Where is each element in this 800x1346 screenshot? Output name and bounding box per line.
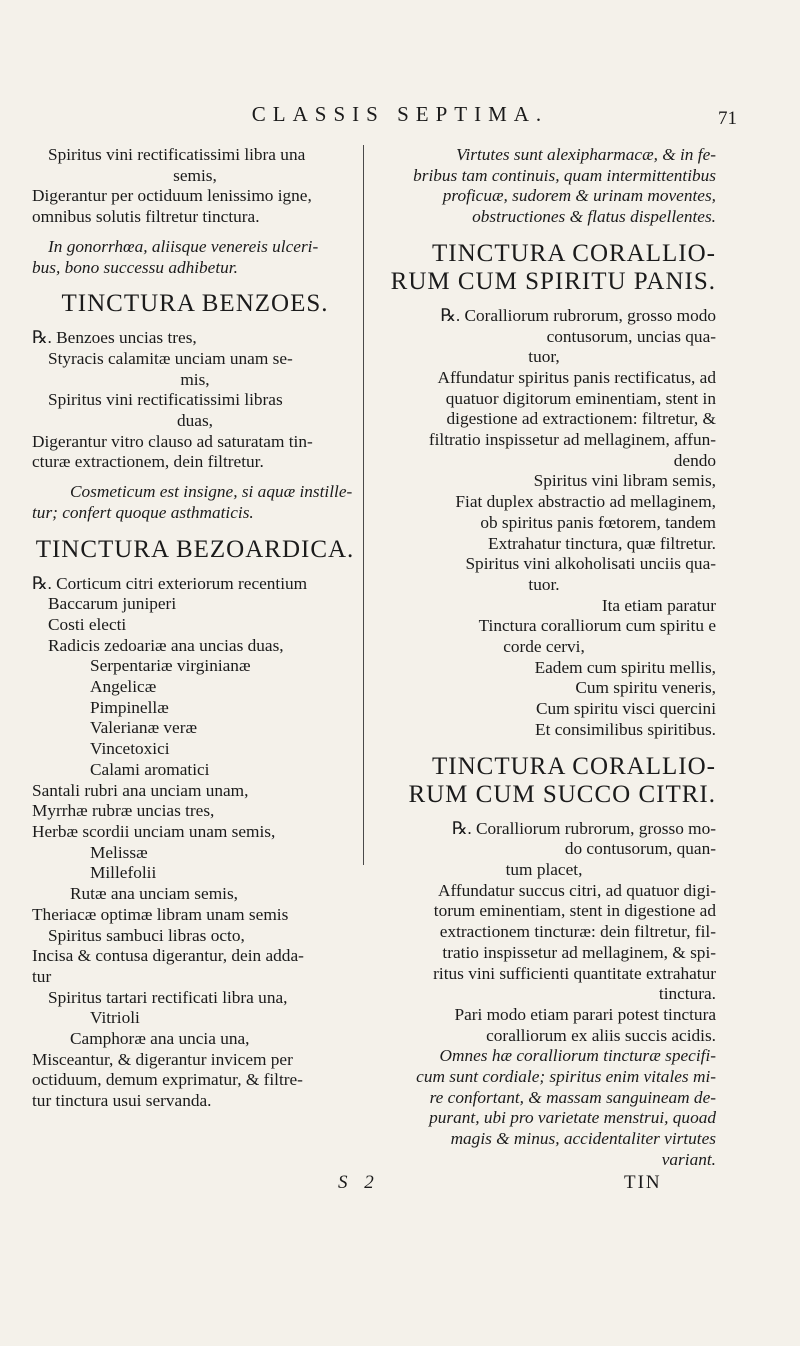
- catchword: TIN: [624, 1172, 662, 1193]
- text-line: contusorum, uncias qua-: [546, 326, 716, 346]
- text-line: filtratio inspissetur ad mellaginem, affun-: [428, 430, 716, 450]
- text-line: Angelicæ: [90, 677, 157, 697]
- text-line: Melissæ: [90, 842, 148, 862]
- text-line: bus, bono successu adhibetur.: [32, 257, 238, 277]
- text-line: ℞. Coralliorum rubrorum, grosso modo: [440, 305, 716, 325]
- text-line: Omnes hæ coralliorum tincturæ specifi-: [439, 1046, 716, 1066]
- text-line: tur; confert quoque asthmaticis.: [32, 502, 254, 522]
- text-line: Vitrioli: [90, 1008, 140, 1028]
- text-line: Fiat duplex abstractio ad mellaginem,: [455, 492, 716, 512]
- text-line: Millefolii: [90, 863, 157, 883]
- column-rule: [363, 145, 364, 865]
- section-heading: RUM CUM SPIRITU PANIS.: [390, 267, 716, 295]
- text-line: Affundatur spiritus panis rectificatus, ad: [437, 367, 716, 387]
- text-line: Pari modo etiam parari potest tinctura: [454, 1004, 716, 1024]
- section-heading: TINCTURA BENZOES.: [61, 290, 329, 318]
- text-line: tratio inspissetur ad mellaginem, & spi-: [442, 942, 716, 962]
- text-line: Serpentariæ virginianæ: [90, 656, 251, 676]
- text-line: cum sunt cordiale; spiritus enim vitales mi-: [416, 1067, 716, 1087]
- text-line: tur: [32, 966, 52, 986]
- text-line: digestione ad extractionem: filtretur, &: [446, 409, 716, 429]
- left-column: [32, 145, 358, 1112]
- text-line: Spiritus vini rectificatissimi libra una: [48, 145, 306, 164]
- text-line: Pimpinellæ: [90, 697, 169, 717]
- text-line: corde cervi,: [503, 637, 585, 657]
- text-line: coralliorum ex aliis succis acidis.: [486, 1025, 716, 1045]
- text-line: quatuor digitorum eminentiam, stent in: [445, 388, 716, 408]
- text-line: Herbæ scordii unciam unam semis,: [32, 821, 276, 841]
- text-line: cturæ extractionem, dein filtretur.: [32, 452, 264, 472]
- text-line: octiduum, demum exprimatur, & filtre-: [32, 1070, 303, 1090]
- text-line: do contusorum, quan-: [564, 839, 716, 859]
- text-line: duas,: [177, 411, 213, 431]
- text-line: Digerantur vitro clauso ad saturatam tin-: [32, 431, 313, 451]
- text-line: ob spiritus panis fœtorem, tandem: [480, 512, 716, 532]
- text-line: Extrahatur tinctura, quæ filtretur.: [488, 533, 716, 553]
- text-line: Ita etiam paratur: [601, 595, 716, 615]
- text-line: tuor,: [528, 347, 560, 367]
- text-line: Baccarum juniperi: [48, 594, 177, 614]
- text-line: Digerantur per octiduum lenissimo igne,: [32, 186, 312, 206]
- text-line: tuor.: [528, 574, 560, 594]
- text-line: tum placet,: [505, 859, 583, 879]
- text-line: mis,: [180, 369, 210, 389]
- text-line: Et consimilibus spiritibus.: [535, 719, 716, 739]
- text-line: omnibus solutis filtretur tinctura.: [32, 207, 260, 227]
- section-heading: RUM CUM SUCCO CITRI.: [408, 780, 716, 808]
- text-line: Tinctura coralliorum cum spiritu e: [478, 616, 716, 636]
- text-line: Cum spiritu visci quercini: [536, 699, 716, 719]
- text-line: semis,: [173, 165, 217, 185]
- text-line: Spiritus vini rectificatissimi libras: [48, 390, 283, 410]
- text-line: variant.: [661, 1149, 716, 1169]
- text-line: re confortant, & massam sanguineam de-: [429, 1087, 716, 1107]
- text-line: bribus tam continuis, quam intermittentibus: [413, 165, 716, 185]
- text-line: Spiritus vini libram semis,: [533, 471, 716, 491]
- right-column: [372, 145, 716, 1171]
- text-line: tinctura.: [658, 984, 716, 1004]
- text-line: Costi electi: [48, 614, 127, 634]
- text-line: proficuæ, sudorem & urinam moventes,: [442, 186, 716, 206]
- text-line: extractionem tincturæ: dein filtretur, fil-: [439, 922, 716, 942]
- text-line: magis & minus, accidentaliter virtutes: [450, 1129, 716, 1149]
- text-line: torum eminentiam, stent in digestione ad: [433, 901, 716, 921]
- spacer: [32, 228, 358, 237]
- text-line: ℞. Benzoes uncias tres,: [32, 328, 197, 348]
- text-line: Misceantur, & digerantur invicem per: [32, 1049, 293, 1069]
- text-line: Virtutes sunt alexipharmacæ, & in fe-: [456, 145, 716, 164]
- spacer: [32, 473, 358, 482]
- text-line: In gonorrhœa, aliisque venereis ulceri-: [48, 236, 319, 256]
- text-line: Radicis zedoariæ ana uncias duas,: [48, 635, 284, 655]
- text-line: tur tinctura usui servanda.: [32, 1091, 212, 1111]
- section-heading: TINCTURA BEZOARDICA.: [35, 535, 355, 563]
- text-line: obstructiones & flatus dispellentes.: [472, 207, 716, 227]
- text-line: Cosmeticum est insigne, si aquæ instille-: [70, 482, 353, 502]
- text-line: Eadem cum spiritu mellis,: [534, 657, 716, 677]
- text-line: Rutæ ana unciam semis,: [70, 884, 238, 904]
- text-line: ritus vini sufficienti quantitate extrahatur: [433, 963, 716, 983]
- text-line: ℞. Corticum citri exteriorum recentium: [32, 573, 308, 593]
- running-head: CLASSIS SEPTIMA.: [251, 102, 549, 126]
- text-line: Valerianæ veræ: [90, 718, 198, 738]
- text-line: Spiritus tartari rectificati libra una,: [48, 987, 288, 1007]
- section-heading: TINCTURA CORALLIO-: [432, 239, 716, 267]
- text-line: Camphoræ ana uncia una,: [70, 1029, 250, 1049]
- text-line: Styracis calamitæ unciam unam se-: [48, 348, 293, 368]
- text-line: Vincetoxici: [90, 739, 170, 759]
- text-line: Affundatur succus citri, ad quatuor digi-: [437, 880, 716, 900]
- text-line: dendo: [673, 450, 716, 470]
- text-line: Incisa & contusa digerantur, dein adda-: [32, 946, 304, 966]
- page-number: 71: [718, 108, 737, 129]
- text-line: purant, ubi pro varietate menstrui, quoad: [429, 1108, 716, 1128]
- text-line: Calami aromatici: [90, 759, 210, 779]
- text-line: ℞. Coralliorum rubrorum, grosso mo-: [451, 818, 716, 838]
- text-line: Spiritus vini alkoholisati unciis qua-: [465, 554, 716, 574]
- signature-mark: S 2: [338, 1172, 380, 1193]
- text-line: Myrrhæ rubræ uncias tres,: [32, 801, 215, 821]
- section-heading: TINCTURA CORALLIO-: [432, 752, 716, 780]
- text-line: Santali rubri ana unciam unam,: [32, 780, 249, 800]
- text-line: Cum spiritu veneris,: [575, 678, 716, 698]
- text-line: Theriacæ optimæ libram unam semis: [32, 904, 289, 924]
- text-line: Spiritus sambuci libras octo,: [48, 925, 245, 945]
